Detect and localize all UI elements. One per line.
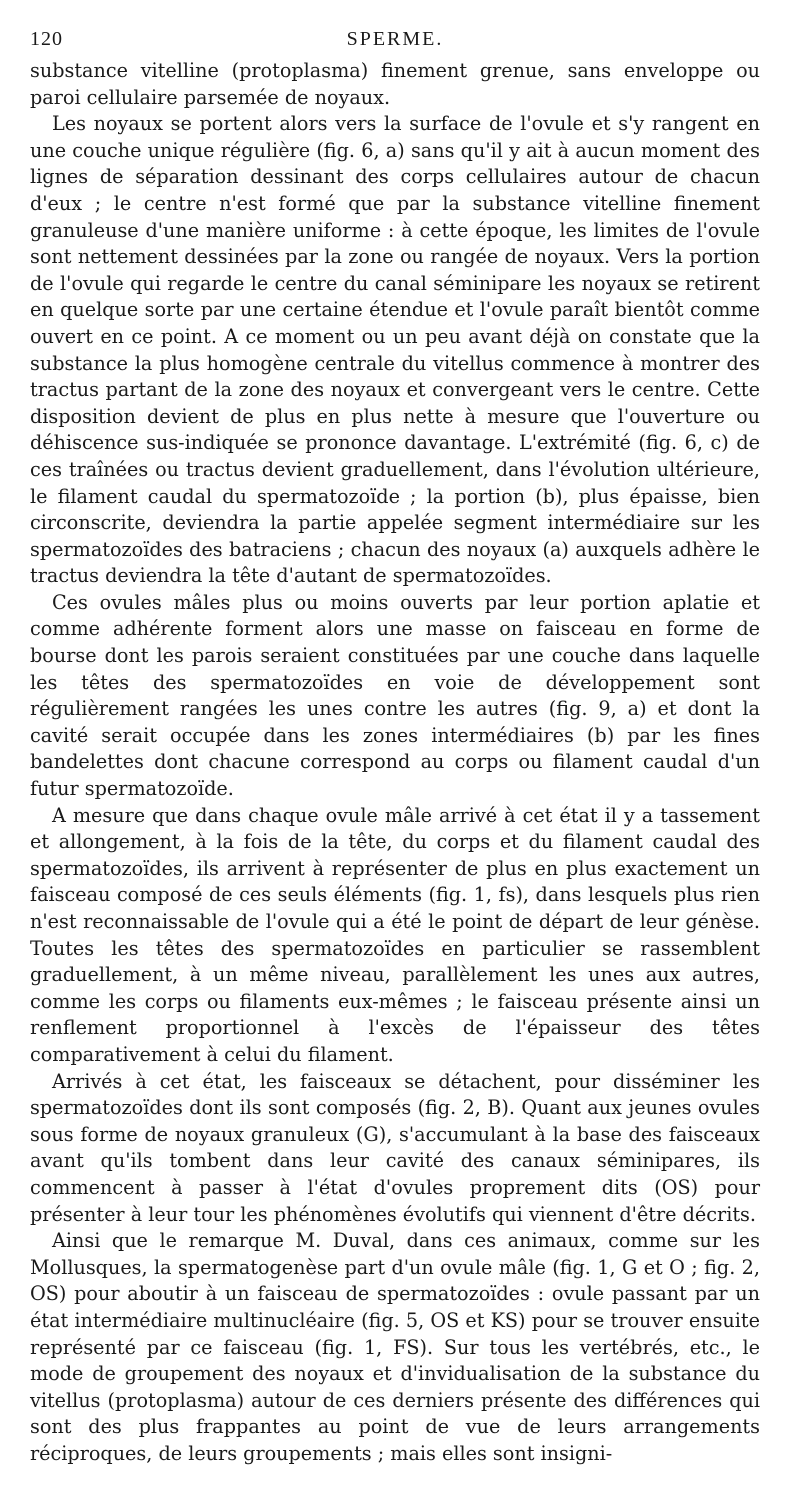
page-header [30,28,760,58]
page-number: 120 [30,28,63,50]
paragraph: Ainsi que le remarque M. Duval, dans ces animaux, comme sur les Mollusques, la spermatogenèse part d'un ovule mâle (fig. 1, G et O ; fig. 2, OS) pour aboutir à un faisceau de spermatozoïdes : ovule passant par un état intermédiaire multinucléaire (fig. 5, OS et KS) pour se trouver ensuite représenté par ce faisceau (fig. 1, FS). Sur tous les vertébrés, etc., le mode de groupement des noyaux et d'invidualisation de la substance du vitellus (protoplasma) autour de ces derniers présente des différences qui sont des plus frappantes au point de vue de leurs arrangements réciproques, de leurs groupements ; mais elles sont insigni- [30,1229,760,1465]
paragraph: Les noyaux se portent alors vers la surface de l'ovule et s'y rangent en une couche unique régulière (fig. 6, a) sans qu'il y ait à aucun moment des lignes de séparation dessinant des corps cellulaires autour de chacun d'eux ; le centre n'est formé que par la substance vitelline finement granuleuse d'une manière uniforme : à cette époque, les limites de l'ovule sont nettement dessinées par la zone ou rangée de noyaux. Vers la portion de l'ovule qui regarde le centre du canal séminipare les noyaux se retirent en quelque sorte par une certaine étendue et l'ovule paraît bientôt comme ouvert en ce point. A ce moment ou un peu avant déjà on constate que la substance la plus homogène centrale du vitellus commence à montrer des tractus partant de la zone des noyaux et convergeant vers le centre. Cette disposition devient de plus en plus nette à mesure que l'ouverture ou déhiscence sus-indiquée se prononce davantage. L'extrémité (fig. 6, c) de ces traînées ou tractus devient graduellement, dans l'évolution ultérieure, le filament caudal du spermatozoïde ; la portion (b), plus épaisse, bien circonscrite, deviendra la partie appelée segment intermédiaire sur les spermatozoïdes des batraciens ; chacun des noyaux (a) auxquels adhère le tractus deviendra la tête d'autant de spermatozoïdes. [30,112,760,588]
paragraph: Ces ovules mâles plus ou moins ouverts par leur portion aplatie et comme adhérente forment alors une masse on faisceau en forme de bourse dont les parois seraient constituées par une couche dans laquelle les têtes des spermatozoïdes en voie de développement sont régulièrement rangées les unes contre les autres (fig. 9, a) et dont la cavité serait occupée dans les zones intermédiaires (b) par les fines bandelettes dont chacune correspond au corps ou filament caudal d'un futur spermatozoïde. [30,590,760,801]
running-head: SPERME. [346,28,444,50]
body-text [30,58,760,1467]
paragraph: A mesure que dans chaque ovule mâle arrivé à cet état il y a tassement et allongement, à la fois de la tête, du corps et du filament caudal des spermatozoïdes, ils arrivent à représenter de plus en plus exactement un faisceau composé de ces seuls éléments (fig. 1, fs), dans lesquels plus rien n'est reconnaissable de l'ovule qui a été le point de départ de leur génèse. Toutes les têtes des spermatozoïdes en particulier se rassemblent graduellement, à un même niveau, parallèlement les unes aux autres, comme les corps ou filaments eux-mêmes ; le faisceau présente ainsi un renflement proportionnel à l'excès de l'épaisseur des têtes comparativement à celui du filament. [30,803,760,1066]
paragraph: Arrivés à cet état, les faisceaux se détachent, pour disséminer les spermatozoïdes dont ils sont composés (fig. 2, B). Quant aux jeunes ovules sous forme de noyaux granuleux (G), s'accumulant à la base des faisceaux avant qu'ils tombent dans leur cavité des canaux séminipares, ils commencent à passer à l'état d'ovules proprement dits (OS) pour présenter à leur tour les phénomènes évolutifs qui viennent d'être décrits. [30,1069,760,1226]
paragraph: substance vitelline (protoplasma) finement grenue, sans enveloppe ou paroi cellulaire parsemée de noyaux. [30,59,760,109]
page [30,28,760,1467]
